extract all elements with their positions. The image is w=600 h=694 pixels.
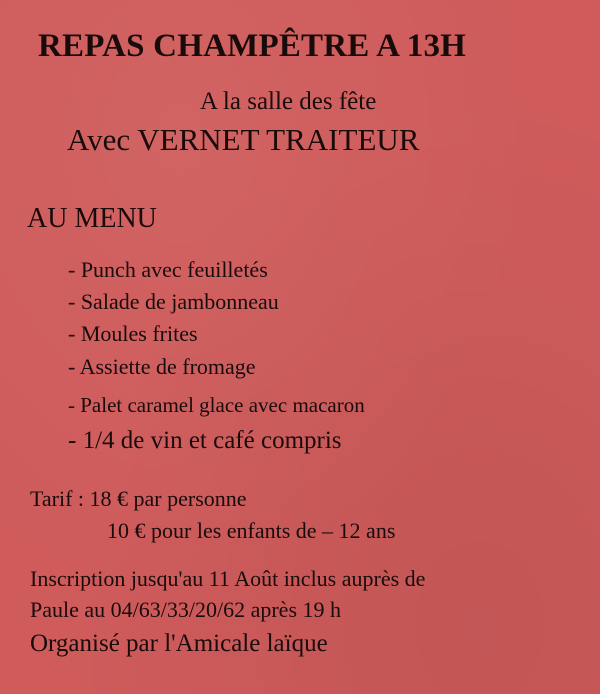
event-location: A la salle des fête: [200, 88, 377, 115]
menu-item: - Moules frites: [68, 321, 198, 346]
pricing-adult: Tarif : 18 € par personne: [30, 486, 247, 511]
pricing-children: 10 € pour les enfants de – 12 ans: [107, 518, 396, 543]
menu-heading: AU MENU: [27, 203, 157, 234]
menu-item: - Punch avec feuilletés: [68, 257, 268, 282]
menu-item: - Palet caramel glace avec macaron: [68, 393, 365, 417]
organizer-text: Organisé par l'Amicale laïque: [30, 630, 328, 657]
registration-text: Inscription jusqu'au 11 Août inclus auprès de: [30, 566, 426, 591]
menu-item: - Assiette de fromage: [68, 354, 256, 379]
menu-item: - 1/4 de vin et café compris: [68, 427, 342, 454]
menu-item: - Salade de jambonneau: [68, 289, 279, 314]
registration-contact: Paule au 04/63/33/20/62 après 19 h: [30, 597, 342, 622]
event-caterer: Avec VERNET TRAITEUR: [67, 122, 420, 157]
event-title: REPAS CHAMPÊTRE A 13H: [38, 28, 467, 64]
